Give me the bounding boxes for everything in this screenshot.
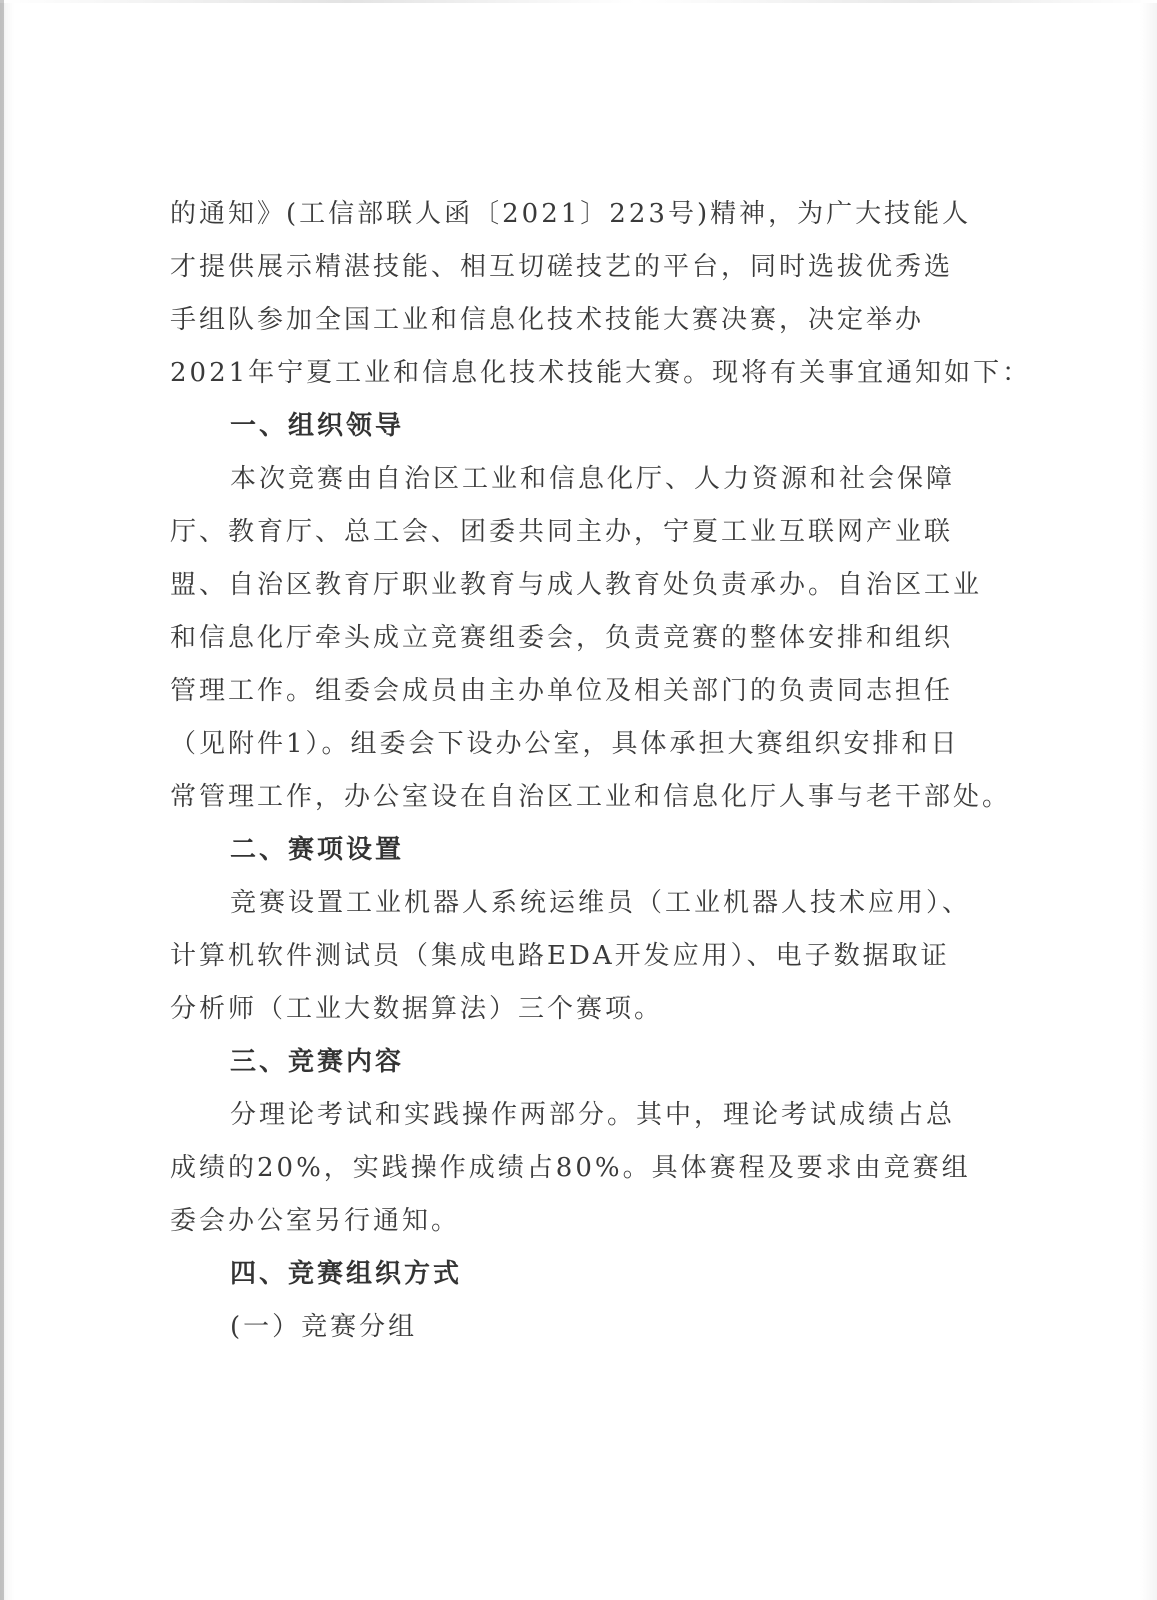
paragraph-line: 厅、教育厅、总工会、团委共同主办，宁夏工业互联网产业联: [170, 517, 954, 547]
subheading-grouping: (一）竞赛分组: [230, 1312, 418, 1342]
paragraph-line: 管理工作。组委会成员由主办单位及相关部门的负责同志担任: [170, 676, 954, 706]
paragraph-line: 委会办公室另行通知。: [170, 1206, 461, 1236]
paragraph-line: 成绩的20%，实践操作成绩占80%。具体赛程及要求由竞赛组: [170, 1153, 971, 1183]
paragraph-line: 和信息化厅牵头成立竞赛组委会，负责竞赛的整体安排和组织: [170, 623, 954, 653]
paragraph-line: 盟、自治区教育厅职业教育与成人教育处负责承办。自治区工业: [170, 570, 983, 600]
section-heading-format: 四、竞赛组织方式: [230, 1259, 463, 1289]
intro-line: 的通知》(工信部联人函〔2021〕223号)精神，为广大技能人: [170, 199, 972, 229]
section-heading-content: 三、竞赛内容: [230, 1047, 405, 1077]
intro-line: 2021年宁夏工业和信息化技术技能大赛。现将有关事宜通知如下：: [170, 358, 1032, 388]
document-body: [170, 188, 1032, 1354]
paragraph-line: 常管理工作，办公室设在自治区工业和信息化厅人事与老干部处。: [170, 782, 1012, 812]
paragraph-line: （见附件1）。组委会下设办公室，具体承担大赛组织安排和日: [170, 729, 960, 759]
paragraph-line: 本次竞赛由自治区工业和信息化厅、人力资源和社会保障: [230, 464, 956, 494]
paragraph-line: 分理论考试和实践操作两部分。其中，理论考试成绩占总: [230, 1100, 956, 1130]
section-heading-events: 二、赛项设置: [230, 835, 405, 865]
section-heading-organization: 一、组织领导: [230, 411, 405, 441]
scan-top-edge: [0, 0, 1157, 3]
intro-line: 才提供展示精湛技能、相互切磋技艺的平台，同时选拔优秀选: [170, 252, 954, 282]
scan-left-edge: [0, 0, 4, 1600]
paragraph-line: 计算机软件测试员（集成电路EDA开发应用）、电子数据取证: [170, 941, 950, 971]
intro-line: 手组队参加全国工业和信息化技术技能大赛决赛，决定举办: [170, 305, 925, 335]
paragraph-line: 分析师（工业大数据算法）三个赛项。: [170, 994, 664, 1024]
paragraph-line: 竞赛设置工业机器人系统运维员（工业机器人技术应用）、: [230, 888, 972, 918]
